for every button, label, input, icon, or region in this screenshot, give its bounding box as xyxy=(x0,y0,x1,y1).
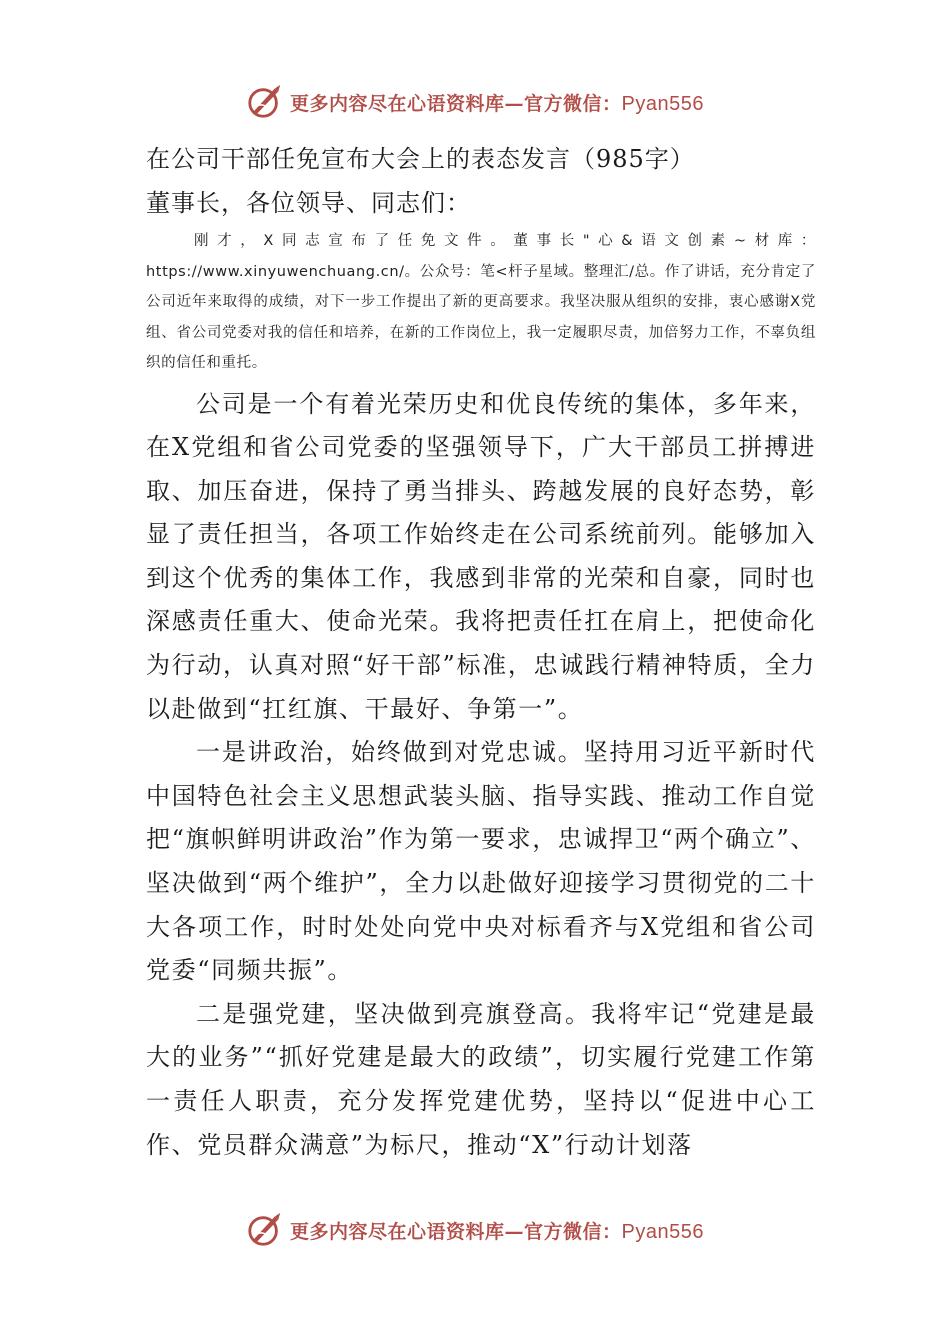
quill-logo-icon xyxy=(246,1211,284,1249)
document-title: 在公司干部任免宣布大会上的表态发言（985字） xyxy=(146,145,695,173)
intro-paragraph: 刚才，X同志宣布了任免文件。董事长"心&语文创素~材库：https://www.xinyuwenchuang.cn/。公众号：笔<杆子星域。整理汇/总。作了讲话，充分肯定了公司近年来取得的成绩，对下一步工作提出了新的更高要求。我坚决服从组织的安排，衷心感谢X党组、省公司党委对我的信任和培养，在新的工作岗位上，我一定履职尽责，加倍努力工作，不辜负组织的信任和重托。 xyxy=(146,233,816,371)
body-paragraph: 公司是一个有着光荣历史和优良传统的集体，多年来，在X党组和省公司党委的坚强领导下，广大干部员工拼搏进取、加压奋进，保持了勇当排头、跨越发展的良好态势，彰显了责任担当，各项工作始终走在公司系统前列。能够加入到这个优秀的集体工作，我感到非常的光荣和自豪，同时也深感责任重大、使命光荣。我将把责任扛在肩上，把使命化为行动，认真对照“好干部”标准，忠诚践行精神特质，全力以赴做到“扛红旗、干最好、争第一”。 xyxy=(146,389,816,723)
watermark-text: 更多内容尽在心语资料库—官方微信：Pyan556 xyxy=(290,92,704,115)
salutation: 董事长，各位领导、同志们： xyxy=(146,189,471,217)
watermark-footer xyxy=(0,1208,950,1252)
wechat-id: Pyan556 xyxy=(621,1220,704,1243)
document-body xyxy=(146,136,816,1167)
body-paragraph: 一是讲政治，始终做到对党忠诚。坚持用习近平新时代中国特色社会主义思想武装头脑、指导实践、推动工作自觉把“旗帜鲜明讲政治”作为第一要求，忠诚捍卫“两个确立”、坚决做到“两个维护”，全力以赴做好迎接学习贯彻党的二十大各项工作，时时处处向党中央对标看齐与X党组和省公司党委“同频共振”。 xyxy=(146,738,816,985)
quill-logo-icon xyxy=(246,83,284,121)
watermark-text: 更多内容尽在心语资料库—官方微信：Pyan556 xyxy=(290,1220,704,1243)
body-paragraph: 二是强党建，坚决做到亮旗登高。我将牢记“党建是最大的业务”“抓好党建是最大的政绩”，切实履行党建工作第一责任人职责，充分发挥党建优势，坚持以“促进中心工作、党员群众满意”为标尺，推动“X”行动计划落 xyxy=(146,999,816,1159)
watermark-header xyxy=(0,80,950,124)
wechat-id: Pyan556 xyxy=(621,92,704,115)
